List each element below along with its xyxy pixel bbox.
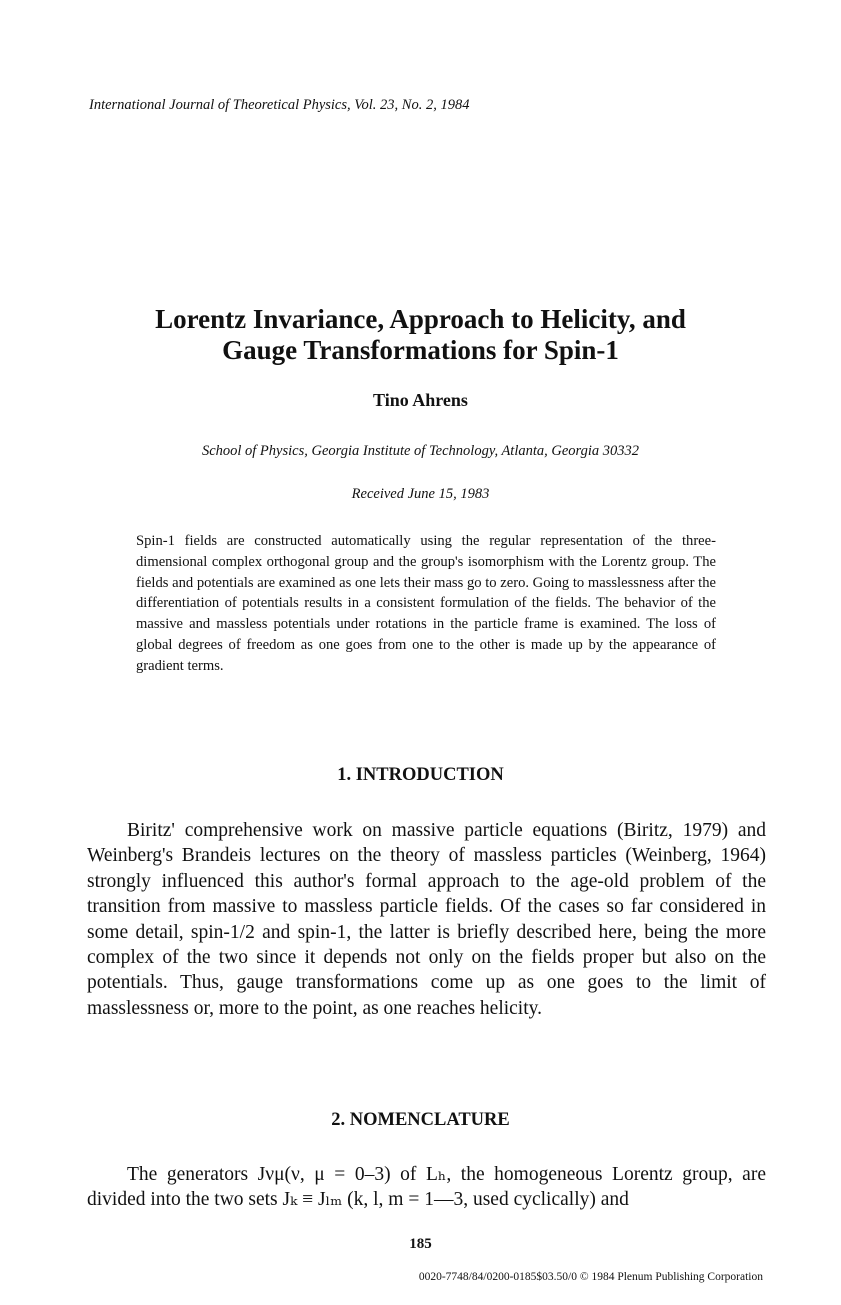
- author-name: Tino Ahrens: [373, 390, 468, 410]
- title-line-2: Gauge Transformations for Spin-1: [222, 335, 619, 365]
- journal-citation: International Journal of Theoretical Physics, Vol. 23, No. 2, 1984: [89, 97, 470, 113]
- copyright-footer: 0020-7748/84/0200-0185$03.50/0 © 1984 Plenum Publishing Corporation: [418, 1271, 763, 1283]
- received-date: Received June 15, 1983: [351, 486, 490, 502]
- nomenclature-paragraph: The generators Jνμ(ν, μ = 0–3) of Lₕ, the homogeneous Lorentz group, are divided into the two sets Jₖ ≡ Jₗₘ (k, l, m = 1—3, used cyclically) and: [87, 1164, 766, 1211]
- paper-title: [0, 304, 841, 366]
- author-affiliation: School of Physics, Georgia Institute of Technology, Atlanta, Georgia 30332: [201, 443, 640, 459]
- title-line-1: Lorentz Invariance, Approach to Helicity, and: [155, 304, 686, 334]
- section-heading-introduction: 1. INTRODUCTION: [337, 765, 504, 785]
- introduction-paragraph: Biritz' comprehensive work on massive particle equations (Biritz, 1979) and Weinberg's Brandeis lectures on the theory of massless particles (Weinberg, 1964) strongly influenced this author's formal approach to the age-old problem of the transition from massive to massless particle fields. Of the cases so far considered in some detail, spin-1/2 and spin-1, the latter is briefly described here, being the more complex of the two since it depends not only on the fields proper but also on the potentials. Thus, gauge transformations come up as one goes to the limit of masslessness or, more to the point, as one reaches helicity.: [87, 820, 766, 1019]
- section-heading-nomenclature: 2. NOMENCLATURE: [331, 1110, 510, 1130]
- page-number: 185: [409, 1236, 432, 1252]
- abstract: Spin-1 fields are constructed automatically using the regular representation of the three-dimensional complex orthogonal group and the group's isomorphism with the Lorentz group. The fields and potentials are examined as one lets their mass go to zero. Going to masslessness after the differentiation of potentials results in a consistent formulation of the fields. The behavior of the massive and massless potentials under rotations in the particle frame is examined. The loss of global degrees of freedom as one goes from one to the other is made up by the appearance of gradient terms.: [136, 533, 716, 674]
